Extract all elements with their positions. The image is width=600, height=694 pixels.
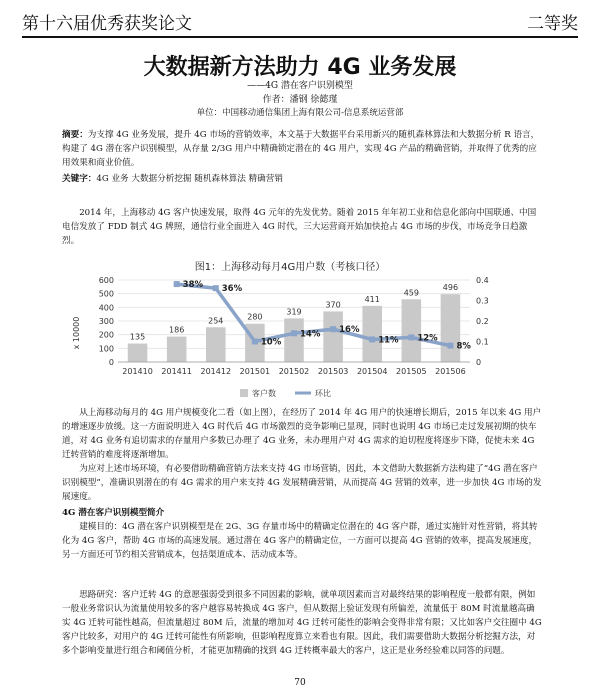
y2-tick-label: 0	[476, 358, 482, 367]
paper-affiliation: 单位：中国移动通信集团上海有限公司-信息系统运营部	[196, 108, 404, 118]
line-value-label: 38%	[182, 280, 204, 291]
bar	[128, 344, 148, 362]
chart-title: 图1：上海移动每月4G用户数（考核口径）	[194, 262, 386, 273]
abstract-text: 为支撑 4G 业务发展，提升 4G 市场的营销效率，本文基于大数据平台采用新兴的随机森林算法和大数据分析 R 语言，构建了 4G 潜在客户识别模型，从存量 2/3G 用户中精确锁定潜在的 4G 用户，实现 4G 产品的精确营销，并取得了优秀的应用效果和商业价值。	[62, 130, 540, 168]
line-value-label: 16%	[339, 325, 360, 336]
keywords	[62, 172, 542, 184]
bar-value-label: 135	[129, 332, 146, 342]
research-text: 客户迁转 4G 的意愿强弱受到很多不同因素的影响，就单项因素而言对最终结果的影响程度一般都有限，例如一般业务常识认为流量使用较多的客户越容易转换成 4G 客户，但从数据上验证发现有所偏差，流量低于 80M 时流量越高确实 4G 迁转可能性越高，但流量超过 80M 后，流量的增加对 4G 迁转可能性的影响会变得非常有限；又比如客户交往圈中 4G 客户比较多，对用户的 4G 迁转可能性有所影响，但影响程度算立来看也有限。因此，我们需要借助大数据分析挖掘方法，对多个影响变量进行组合和阈值分析，才能更加精确的找到 4G 迁转概率最大的客户，这正是业务经验难以同答的问题。	[62, 590, 542, 656]
bar	[323, 311, 343, 362]
purpose-text: 4G 潜在客户识别模型是在 2G、3G 存量市场中的精确定位潜在的 4G 客户群，通过实施针对性营销，将其转化为 4G 客户，帮助 4G 市场的高速发展。通过潜在 4G 客户的精确定位，一方面可以提高 4G 营销的效率，提高发展速度，另一方面还可节约相关营销成本，包括渠道成本、活动成本等。	[62, 522, 538, 560]
legend-label-line: 环比	[315, 389, 331, 398]
bar	[206, 327, 226, 362]
y-tick-label: 100	[98, 344, 114, 354]
x-tick-label: 201412	[200, 367, 232, 376]
section-heading: 4G 潜在客户识别模型简介	[62, 508, 165, 518]
x-tick-label: 201410	[122, 367, 153, 376]
line-point	[330, 326, 336, 332]
abstract	[62, 128, 542, 170]
bar	[402, 299, 422, 362]
keywords-label: 关键字：	[62, 174, 97, 184]
x-tick-label: 201501	[239, 367, 271, 376]
y-tick-label: 300	[98, 317, 114, 326]
paragraph-intro: 2014 年，上海移动 4G 客户快速发展，取得 4G 元年的先发优势。随着 2015 年年初工业和信息化部向中国联通、中国电信发放了 FDD 制式 4G 牌照，通信行业全面进入 4G 时代，三大运营商开始加快抢占 4G 市场的步伐，市场竞争日趋激烈。	[62, 208, 537, 246]
y2-tick-label: 0.1	[476, 337, 489, 347]
header-right: 二等奖	[527, 14, 578, 34]
y-tick-label: 400	[98, 303, 114, 313]
paragraph-purpose	[62, 520, 542, 562]
y2-tick-label: 0.4	[476, 276, 489, 285]
bar-value-label: 280	[247, 312, 263, 322]
y2-tick-label: 0.3	[476, 296, 489, 306]
header-left: 第十六届优秀获奖论文	[22, 14, 192, 34]
line-point	[174, 281, 180, 287]
paper-subtitle: ——4G 潜在客户识别模型	[247, 81, 353, 91]
paper-title: 大数据新方法助力 4G 业务发展	[143, 55, 457, 80]
bar-value-label: 370	[325, 300, 341, 310]
legend-swatch-bar	[240, 389, 248, 397]
abstract-label: 摘要：	[62, 130, 88, 140]
x-tick-label: 201503	[317, 367, 349, 376]
x-tick-label: 201506	[435, 367, 466, 376]
bar	[441, 294, 461, 362]
line-point	[213, 285, 219, 291]
bar	[362, 306, 382, 362]
bar-value-label: 186	[169, 325, 185, 335]
y-tick-label: 200	[98, 330, 114, 340]
paragraph-approach: 为应对上述市场环境，有必要借助精确营销方法来支持 4G 市场营销，因此，本文借助大数据新方法构建了“4G 潜在客户识别模型”，准确识别潜在的有 4G 需求的用户来支持 4G 发展精确营销，从而提高 4G 营销的效率，进一步加快 4G 市场的发展速度。	[62, 464, 542, 502]
bar-value-label: 411	[364, 294, 380, 304]
line-point	[291, 330, 297, 336]
x-tick-label: 201411	[161, 367, 192, 376]
x-tick-label: 201505	[396, 367, 427, 376]
chart-ylabel: x 10000	[72, 316, 81, 350]
line-value-label: 10%	[260, 337, 282, 348]
bar	[284, 318, 304, 362]
line-point	[408, 334, 414, 340]
bar-value-label: 459	[403, 288, 419, 298]
bar-value-label: 319	[286, 307, 302, 317]
line-value-label: 8%	[456, 341, 471, 352]
x-tick-label: 201502	[278, 367, 310, 376]
line-value-label: 36%	[221, 284, 243, 295]
research-label: 思路研究：	[79, 590, 123, 600]
line-point	[369, 336, 375, 342]
line-value-label: 14%	[300, 329, 321, 340]
bar-value-label: 496	[442, 283, 459, 293]
purpose-label: 建模目的：	[79, 522, 123, 532]
bar	[167, 337, 187, 362]
line-value-label: 11%	[378, 335, 399, 346]
y-tick-label: 500	[98, 289, 114, 299]
line-value-label: 12%	[417, 333, 438, 344]
legend-label-bar: 客户数	[252, 389, 276, 398]
page-header	[22, 6, 578, 38]
chart	[70, 258, 510, 406]
y2-tick-label: 0.2	[476, 317, 489, 326]
bar-value-label: 254	[208, 316, 224, 326]
x-tick-label: 201504	[356, 367, 388, 376]
keywords-text: 4G 业务 大数据分析挖掘 随机森林算法 精确营销	[96, 174, 283, 184]
paper-authors: 作者：潘钢 徐懿瑾	[262, 95, 338, 105]
page-number: 70	[294, 678, 306, 688]
line-point	[447, 343, 453, 349]
line-point	[252, 339, 258, 345]
y-tick-label: 600	[98, 276, 114, 285]
paragraph-analysis: 从上海移动每月的 4G 用户规模变化二看（如上图），在经历了 2014 年 4G 用户的快速增长期后，2015 年以来 4G 用户的增速逐步放缓。这一方面说明进入 4G 时代后 4G 市场激烈的竞争影响已显现，同时也说明 4G 市场已走过发展初期的快车道，对 4G 业务有追切需求的存量用户多数已办理了 4G 业务，未办理用户对 4G 需求的迫切程度将逐步下降，促使未来 4G 迁转营销的难度将逐渐增加。	[62, 408, 542, 460]
y-tick-label: 0	[108, 358, 114, 367]
paragraph-research	[62, 588, 542, 658]
